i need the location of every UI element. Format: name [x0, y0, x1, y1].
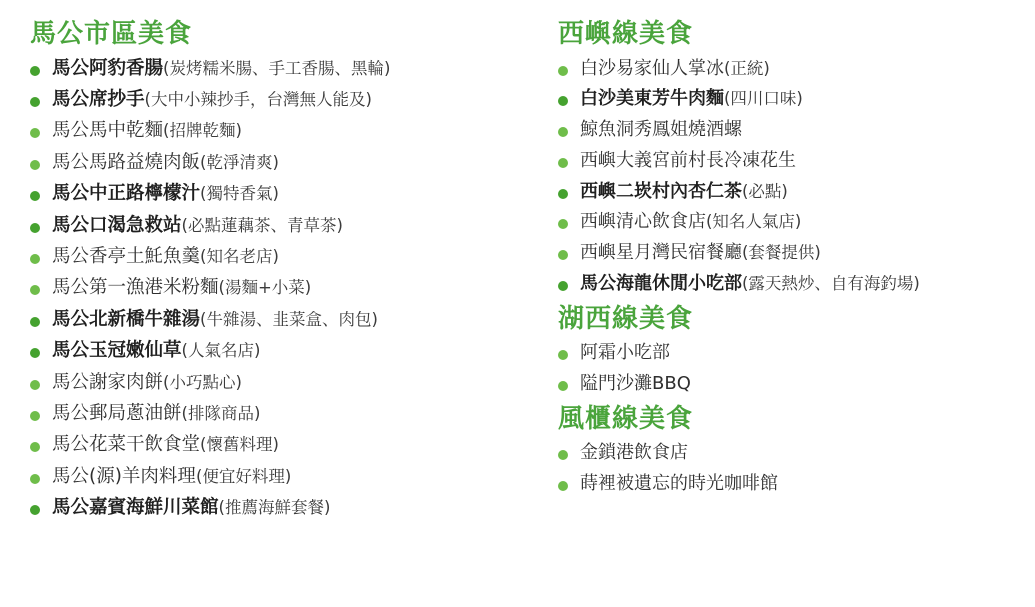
- list-item-note: (牛雜湯、韭菜盒、肉包): [200, 309, 378, 329]
- list-item: [550, 210, 1020, 234]
- list-item: [22, 496, 550, 520]
- bullet-dot-icon: [558, 127, 568, 137]
- list-item-note: (套餐提供): [742, 243, 821, 262]
- list-item: [550, 87, 1020, 111]
- list-item-name: 馬公嘉賓海鮮川菜館: [52, 497, 219, 519]
- list-item-name: 蒔裡被遺忘的時光咖啡館: [580, 472, 778, 494]
- list-item-name: 馬公阿豹香腸: [52, 57, 164, 79]
- bullet-dot-icon: [30, 411, 40, 421]
- list-item-name: 阿霜小吃部: [580, 342, 670, 363]
- bullet-dot-icon: [558, 189, 568, 199]
- bullet-dot-icon: [30, 348, 40, 358]
- list-item-note: (露天熱炒、自有海釣場): [742, 273, 920, 293]
- section-title-xiyu-line: 西嶼線美食: [558, 19, 694, 49]
- food-list-fenggui-line: [550, 441, 1020, 496]
- two-column-layout: [22, 18, 1021, 528]
- bullet-dot-icon: [30, 97, 40, 107]
- list-item: [22, 371, 550, 395]
- list-item: [550, 241, 1020, 265]
- bullet-dot-icon: [30, 66, 40, 76]
- list-item-name: 馬公(源)羊肉料理: [52, 465, 196, 487]
- bullet-dot-icon: [558, 96, 568, 106]
- food-list-xiyu-line: [550, 57, 1020, 296]
- list-item-note: (推薦海鮮套餐): [218, 498, 331, 518]
- list-item: [22, 308, 550, 332]
- list-item-name: 馬公謝家肉餅: [52, 371, 164, 393]
- list-item-note: (招牌乾麵): [163, 121, 242, 141]
- list-item: [22, 433, 550, 457]
- bullet-dot-icon: [30, 285, 40, 295]
- bullet-dot-icon: [30, 442, 40, 452]
- list-item: [22, 182, 550, 206]
- list-item-name: 西嶼大義宮前村長冷凍花生: [580, 149, 796, 171]
- list-item-note: (乾淨清爽): [200, 152, 279, 172]
- list-item-note: (便宜好料理): [195, 466, 292, 486]
- list-item-name: 金鎖港飲食店: [580, 442, 688, 463]
- list-item-note: (炭烤糯米腸、手工香腸、黑輪): [163, 58, 391, 78]
- list-item: [550, 57, 1020, 81]
- bullet-dot-icon: [30, 223, 40, 233]
- bullet-dot-icon: [558, 158, 568, 168]
- list-item-note: (懷舊料理): [200, 435, 279, 455]
- list-item: [550, 472, 1020, 496]
- list-item-name: 馬公馬中乾麵: [52, 120, 164, 142]
- list-item-note: (必點): [742, 181, 788, 201]
- list-item-name: 馬公花菜干飲食堂: [52, 434, 201, 456]
- list-item-name: 西嶼星月灣民宿餐廳: [580, 242, 742, 263]
- food-list-magong-city: [22, 57, 550, 521]
- list-item-note: (大中小辣抄手，台灣無人能及): [144, 89, 372, 109]
- list-item-note: (正統): [724, 58, 770, 78]
- section-title-magong-city: 馬公市區美食: [30, 19, 193, 49]
- bullet-dot-icon: [558, 281, 568, 291]
- list-item: [22, 339, 550, 363]
- list-item-name: 鯨魚洞秀鳳姐燒酒螺: [580, 119, 742, 140]
- bullet-dot-icon: [30, 505, 40, 515]
- right-column: [550, 18, 1020, 503]
- list-item-name: 馬公北新橋牛雜湯: [52, 308, 201, 330]
- bullet-dot-icon: [30, 474, 40, 484]
- list-item-name: 馬公中正路檸檬汁: [52, 183, 201, 205]
- bullet-dot-icon: [30, 128, 40, 138]
- list-item: [22, 151, 550, 175]
- list-item-name: 馬公馬路益燒肉飯: [52, 151, 201, 173]
- list-item-name: 馬公玉冠嫩仙草: [52, 340, 182, 362]
- bullet-dot-icon: [558, 350, 568, 360]
- list-item-name: 馬公郵局蔥油餅: [52, 402, 182, 424]
- list-item: [550, 118, 1020, 142]
- list-item: [22, 119, 550, 143]
- list-item: [22, 276, 550, 300]
- list-item-name: 西嶼清心飲食店: [580, 211, 706, 233]
- list-item-name: 馬公香亭土魠魚羹: [52, 245, 201, 267]
- section-title-fenggui-line: 風櫃線美食: [558, 403, 694, 434]
- bullet-dot-icon: [558, 250, 568, 260]
- food-list-huxi-line: [550, 341, 1020, 396]
- list-item: [550, 441, 1020, 465]
- list-item: [22, 214, 550, 238]
- list-item-name: 馬公席抄手: [52, 88, 145, 110]
- bullet-dot-icon: [558, 381, 568, 391]
- bullet-dot-icon: [30, 191, 40, 201]
- bullet-dot-icon: [30, 380, 40, 390]
- list-item-name: 馬公口渴急救站: [52, 214, 182, 236]
- bullet-dot-icon: [30, 254, 40, 264]
- list-item-note: (獨特香氣): [200, 184, 279, 204]
- list-item: [550, 149, 1020, 173]
- bullet-dot-icon: [558, 450, 568, 460]
- list-item-note: (必點蓮藕茶、青草茶): [181, 215, 343, 235]
- list-item-name: 隘門沙灘BBQ: [580, 372, 691, 394]
- list-item-name: 馬公海龍休閒小吃部: [580, 272, 742, 294]
- list-item: [22, 57, 550, 81]
- list-item-note: (小巧點心): [163, 372, 242, 392]
- list-item: [22, 402, 550, 426]
- bullet-dot-icon: [558, 66, 568, 76]
- list-item-note: (四川口味): [724, 89, 803, 109]
- list-item-note: (湯麵+小菜): [218, 278, 312, 298]
- bullet-dot-icon: [30, 317, 40, 327]
- list-item: [22, 88, 550, 112]
- list-item-note: (知名老店): [200, 246, 279, 266]
- section-title-huxi-line: 湖西線美食: [558, 303, 694, 334]
- list-item: [550, 272, 1020, 296]
- list-item-name: 馬公第一漁港米粉麵: [52, 277, 219, 299]
- bullet-dot-icon: [30, 160, 40, 170]
- list-item: [550, 341, 1020, 365]
- list-item-name: 白沙易家仙人掌冰: [580, 57, 724, 79]
- left-column: [22, 18, 550, 528]
- list-item: [22, 465, 550, 489]
- list-item-name: 白沙美東芳牛肉麵: [580, 88, 724, 110]
- list-item: [22, 245, 550, 269]
- bullet-dot-icon: [558, 481, 568, 491]
- list-item-note: (知名人氣店): [706, 212, 802, 232]
- list-item: [550, 180, 1020, 204]
- list-item-name: 西嶼二崁村內杏仁茶: [580, 180, 742, 202]
- list-item: [550, 372, 1020, 396]
- bullet-dot-icon: [558, 219, 568, 229]
- list-item-note: (排隊商品): [181, 403, 261, 423]
- list-item-note: (人氣名店): [181, 341, 261, 361]
